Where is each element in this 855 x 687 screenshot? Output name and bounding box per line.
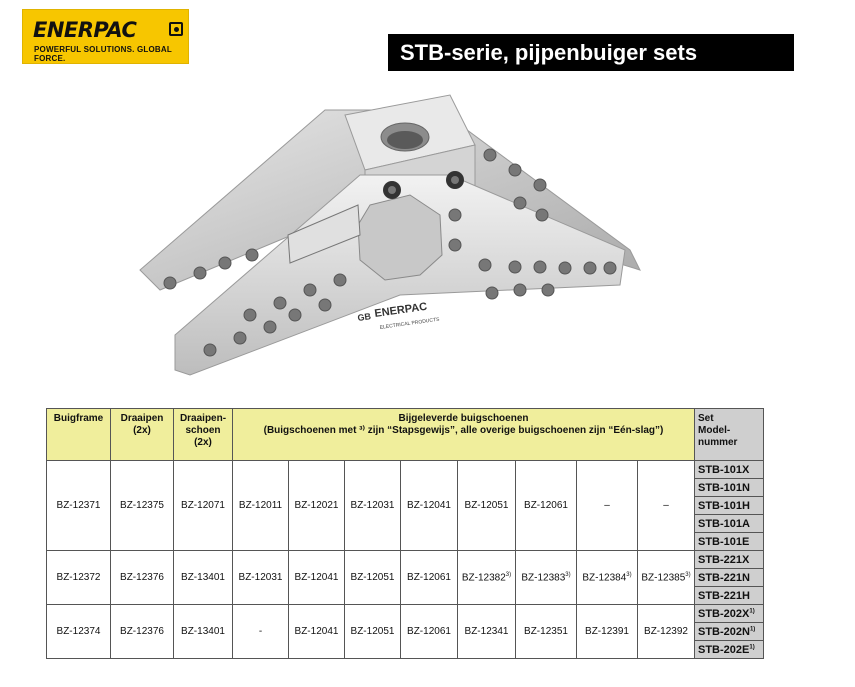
shoe-cell: BZ-12341 — [458, 605, 516, 659]
shoe-cell: BZ-12041 — [289, 551, 345, 605]
shoe-cell: BZ-12041 — [401, 461, 458, 551]
model-cell: STB-101H — [695, 497, 764, 515]
model-cell: STB-$202E^{1)}$ — [695, 641, 764, 659]
footnote-mark: 1) — [749, 643, 755, 650]
shoe-cell: BZ-12351 — [516, 605, 577, 659]
model-cell: STB-101E — [695, 533, 764, 551]
model-cell: STB-$202X^{1)}$ — [695, 605, 764, 623]
footnote-mark: 3) — [505, 571, 512, 578]
model-cell: STB-$202N^{1)}$ — [695, 623, 764, 641]
shoe-pin-cell: BZ-13401 — [174, 551, 233, 605]
spec-table — [46, 408, 764, 659]
shoe-cell: BZ-12051 — [345, 605, 401, 659]
shoe-cell: BZ-12061 — [401, 605, 458, 659]
frame-cell: BZ-12372 — [47, 551, 111, 605]
model-cell: STB-221H — [695, 587, 764, 605]
enerpac-logo — [22, 9, 189, 64]
footnote-mark: 3) — [626, 571, 632, 578]
shoe-cell: BZ-12391 — [577, 605, 638, 659]
model-cell: STB-101X — [695, 461, 764, 479]
logo-wordmark: ENERPAC — [33, 18, 137, 42]
plate-gb: GB — [356, 311, 372, 323]
model-cell: STB-221X — [695, 551, 764, 569]
shoe-cell: BZ-12384$^{3)}$ — [577, 551, 638, 605]
model-cell: STB-101A — [695, 515, 764, 533]
header-set: Set Model- nummer — [695, 409, 764, 461]
model-cell: STB-101N — [695, 479, 764, 497]
frame-cell: BZ-12374 — [47, 605, 111, 659]
footnote-mark: 3) — [685, 571, 691, 578]
shoe-cell: BZ-12383$^{3)}$ — [516, 551, 577, 605]
header-pivot: Draaipen (2x) — [111, 409, 174, 461]
shoe-cell: BZ-12392 — [638, 605, 695, 659]
shoe-cell: BZ-12041 — [289, 605, 345, 659]
footnote-mark: 3) — [565, 571, 571, 578]
header-shoes: Bijgeleverde buigschoenen (Buigschoenen met ³⁾ zijn “Stapsgewijs”, alle overige buigschoenen zijn “Eén-slag”) — [233, 409, 695, 461]
shoe-cell: – — [638, 461, 695, 551]
pivot-cell: BZ-12375 — [111, 461, 174, 551]
shoe-cell: BZ-12031 — [345, 461, 401, 551]
pipe-bender-frame-image — [130, 85, 650, 395]
page-title: STB-serie, pijpenbuiger sets — [388, 34, 794, 71]
shoe-cell: - — [233, 605, 289, 659]
logo-tagline: POWERFUL SOLUTIONS. GLOBAL FORCE. — [34, 45, 172, 63]
plate-sub: ELECTRICAL PRODUCTS — [379, 316, 440, 331]
logo-mark-icon — [169, 22, 183, 36]
shoe-pin-cell: BZ-13401 — [174, 605, 233, 659]
shoe-cell: BZ-12021 — [289, 461, 345, 551]
shoe-cell: BZ-12011 — [233, 461, 289, 551]
model-cell: STB-221N — [695, 569, 764, 587]
header-frame: Buigframe — [47, 409, 111, 461]
shoe-cell: BZ-12385$^{3)}$ — [638, 551, 695, 605]
shoe-cell: BZ-12031 — [233, 551, 289, 605]
footnote-mark: 1) — [749, 607, 755, 614]
plate-brand: ENERPAC — [373, 300, 428, 320]
shoe-cell: BZ-12061 — [516, 461, 577, 551]
shoe-cell: BZ-12061 — [401, 551, 458, 605]
footnote-mark: 1) — [749, 625, 756, 632]
shoe-pin-cell: BZ-12071 — [174, 461, 233, 551]
pivot-cell: BZ-12376 — [111, 551, 174, 605]
shoe-cell: BZ-12382$^{3)}$ — [458, 551, 516, 605]
frame-cell: BZ-12371 — [47, 461, 111, 551]
shoe-cell: BZ-12051 — [345, 551, 401, 605]
shoe-cell: – — [577, 461, 638, 551]
pivot-cell: BZ-12376 — [111, 605, 174, 659]
shoe-cell: BZ-12051 — [458, 461, 516, 551]
header-shoe-pin: Draaipen- schoen (2x) — [174, 409, 233, 461]
